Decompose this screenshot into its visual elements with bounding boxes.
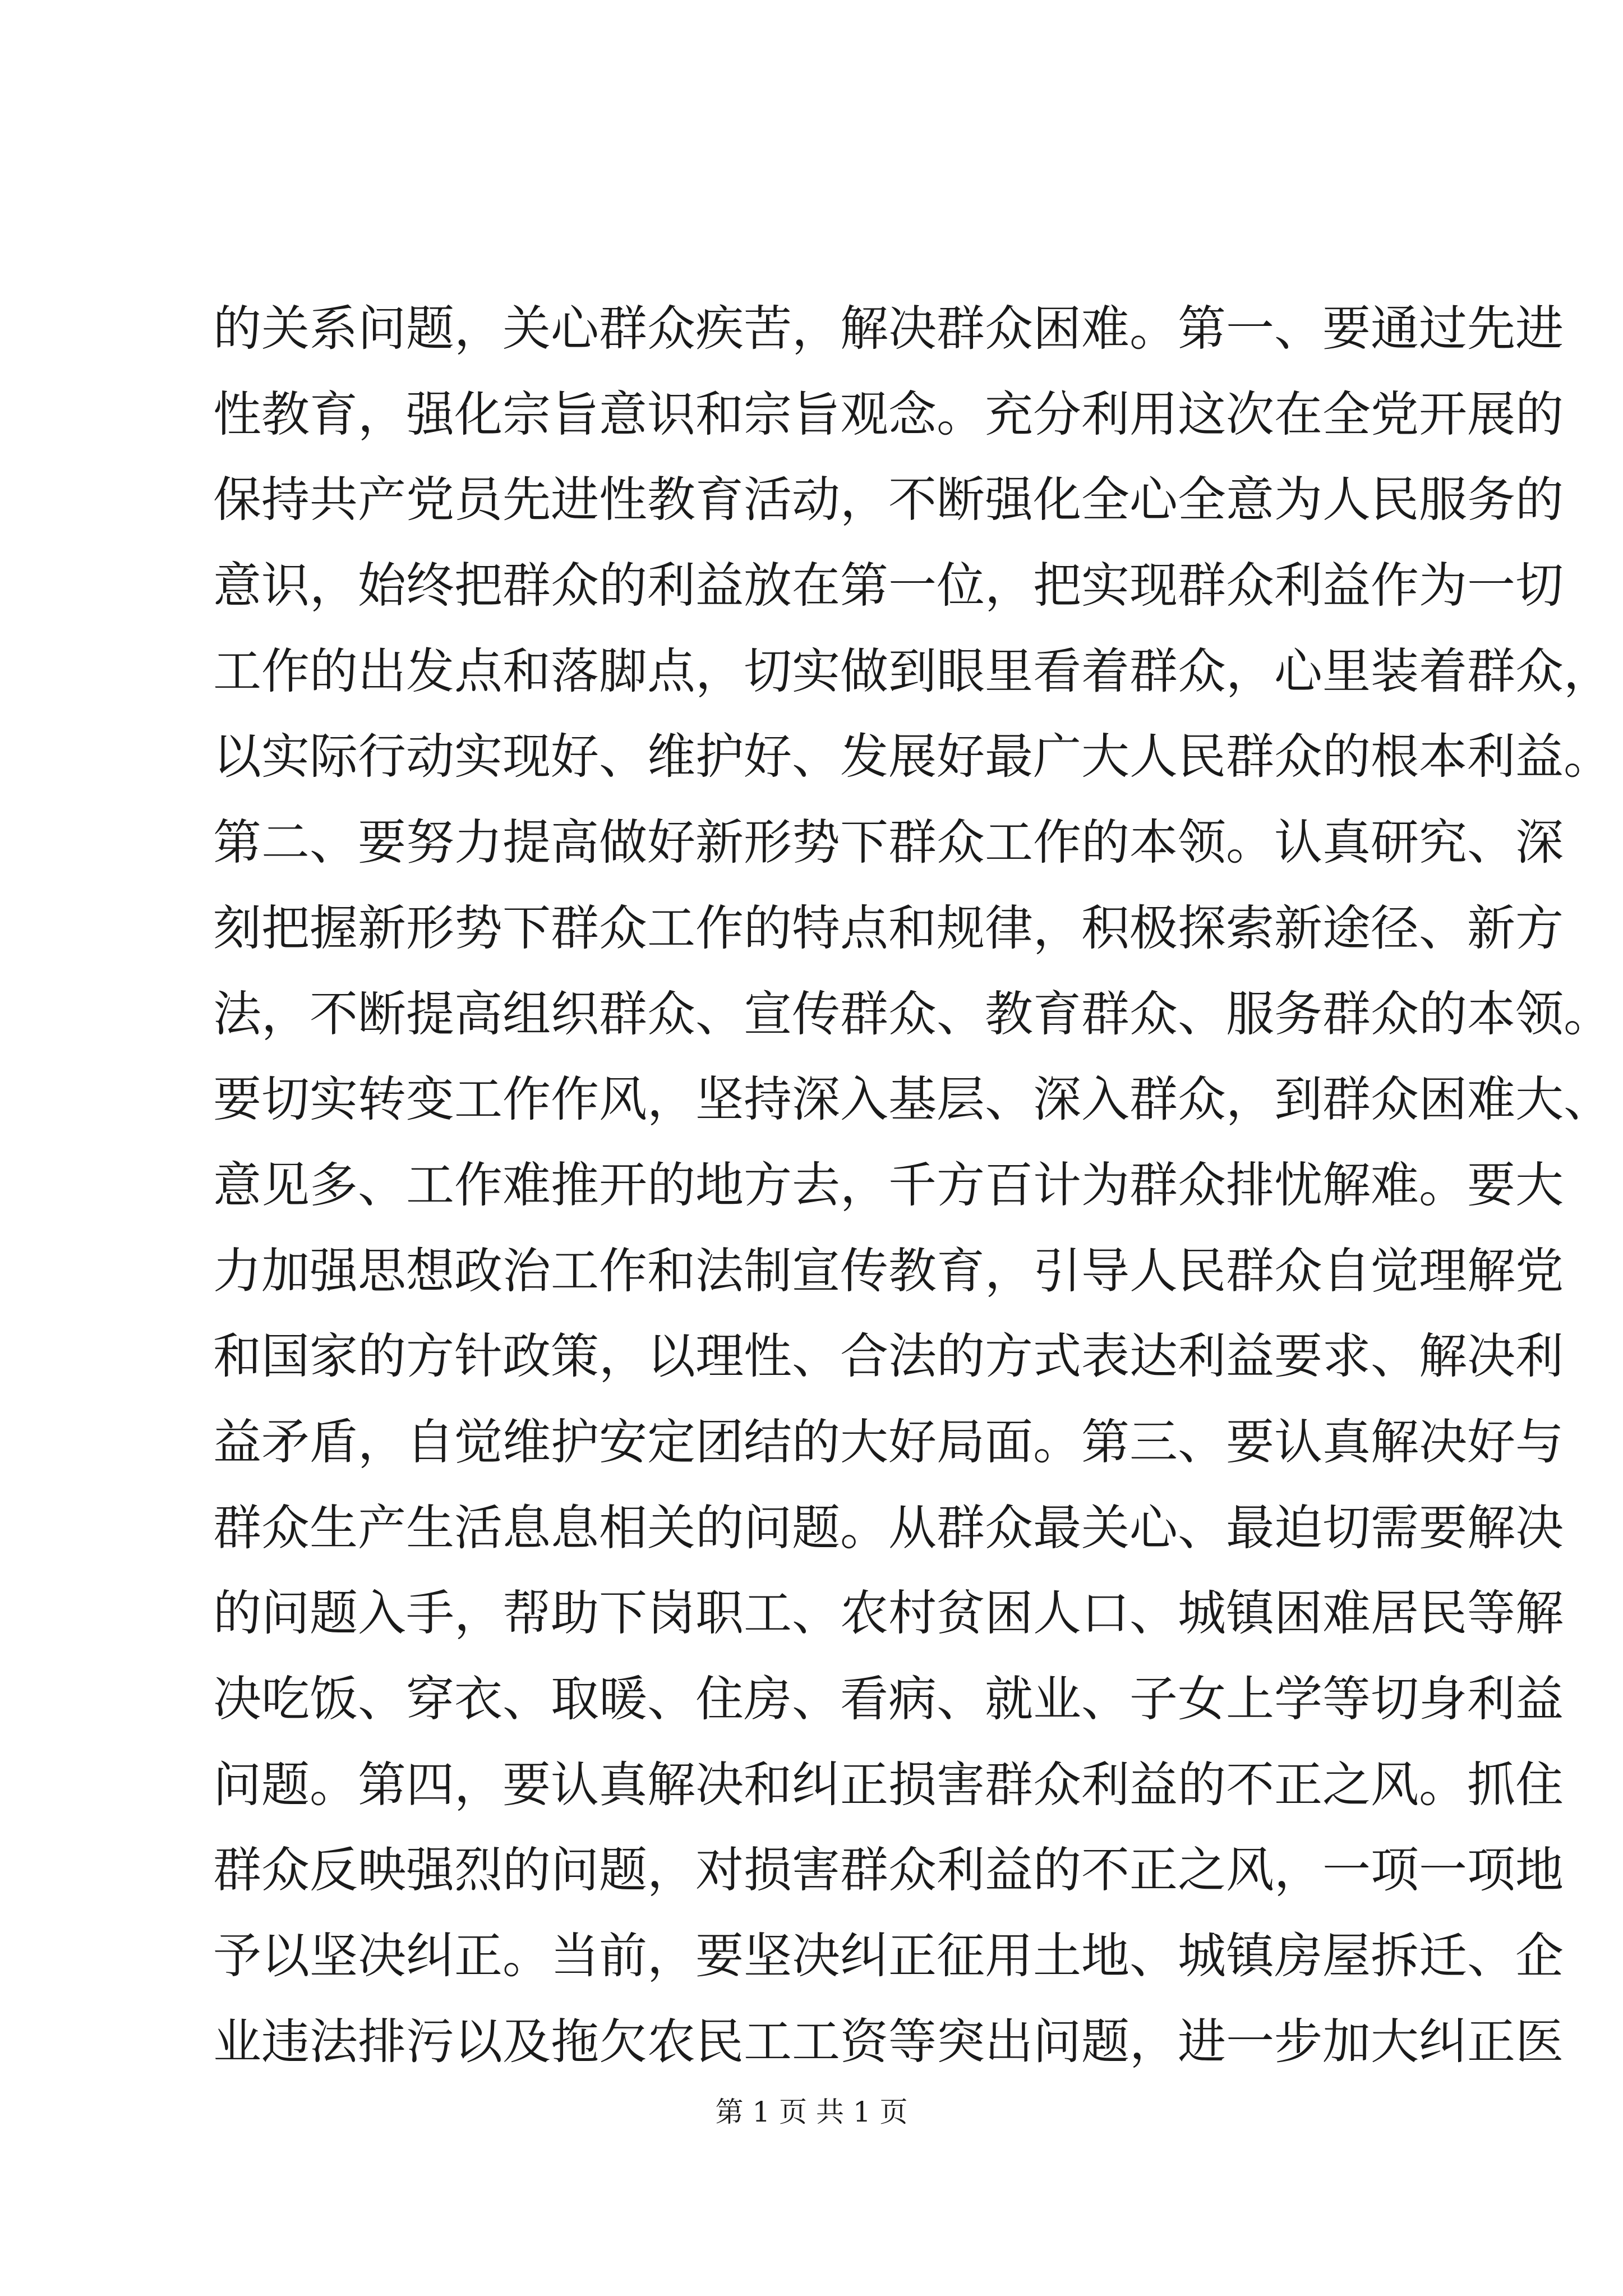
text-line: 的关系问题，关心群众疾苦，解决群众困难。第一、要通过先进	[213, 301, 1564, 357]
text-line: 保持共产党员先进性教育活动，不断强化全心全意为人民服务的	[213, 472, 1564, 528]
text-line: 决吃饭、穿衣、取暖、住房、看病、就业、子女上学等切身利益	[213, 1671, 1564, 1727]
text-line: 的问题入手，帮助下岗职工、农村贫困人口、城镇困难居民等解	[213, 1585, 1564, 1642]
text-line: 法，不断提高组织群众、宣传群众、教育群众、服务群众的本领。	[213, 986, 1612, 1042]
text-line: 问题。第四，要认真解决和纠正损害群众利益的不正之风。抓住	[213, 1756, 1564, 1813]
text-line: 意识，始终把群众的利益放在第一位，把实现群众利益作为一切	[213, 558, 1564, 614]
body-text	[213, 286, 1612, 2085]
text-line: 予以坚决纠正。当前，要坚决纠正征用土地、城镇房屋拆迁、企	[213, 1928, 1564, 1985]
text-line: 意见多、工作难推开的地方去，千方百计为群众排忧解难。要大	[213, 1157, 1564, 1213]
text-line: 刻把握新形势下群众工作的特点和规律，积极探索新途径、新方	[213, 900, 1564, 956]
page-number-footer: 第 1 页 共 1 页	[715, 2096, 908, 2128]
text-line: 业违法排污以及拖欠农民工工资等突出问题，进一步加大纠正医	[213, 2013, 1564, 2070]
text-line: 要切实转变工作作风，坚持深入基层、深入群众，到群众困难大、	[213, 1071, 1612, 1128]
text-line: 力加强思想政治工作和法制宣传教育，引导人民群众自觉理解党	[213, 1243, 1564, 1299]
text-line: 群众生产生活息息相关的问题。从群众最关心、最迫切需要解决	[213, 1499, 1564, 1556]
text-line: 和国家的方针政策，以理性、合法的方式表达利益要求、解决利	[213, 1328, 1564, 1385]
text-line: 第二、要努力提高做好新形势下群众工作的本领。认真研究、深	[213, 815, 1564, 871]
text-line: 性教育，强化宗旨意识和宗旨观念。充分利用这次在全党开展的	[213, 386, 1564, 443]
text-line: 工作的出发点和落脚点，切实做到眼里看着群众，心里装着群众，	[213, 643, 1612, 700]
text-line: 群众反映强烈的问题，对损害群众利益的不正之风，一项一项地	[213, 1842, 1564, 1899]
text-line: 以实际行动实现好、维护好、发展好最广大人民群众的根本利益。	[213, 729, 1612, 785]
text-line: 益矛盾，自觉维护安定团结的大好局面。第三、要认真解决好与	[213, 1414, 1564, 1470]
